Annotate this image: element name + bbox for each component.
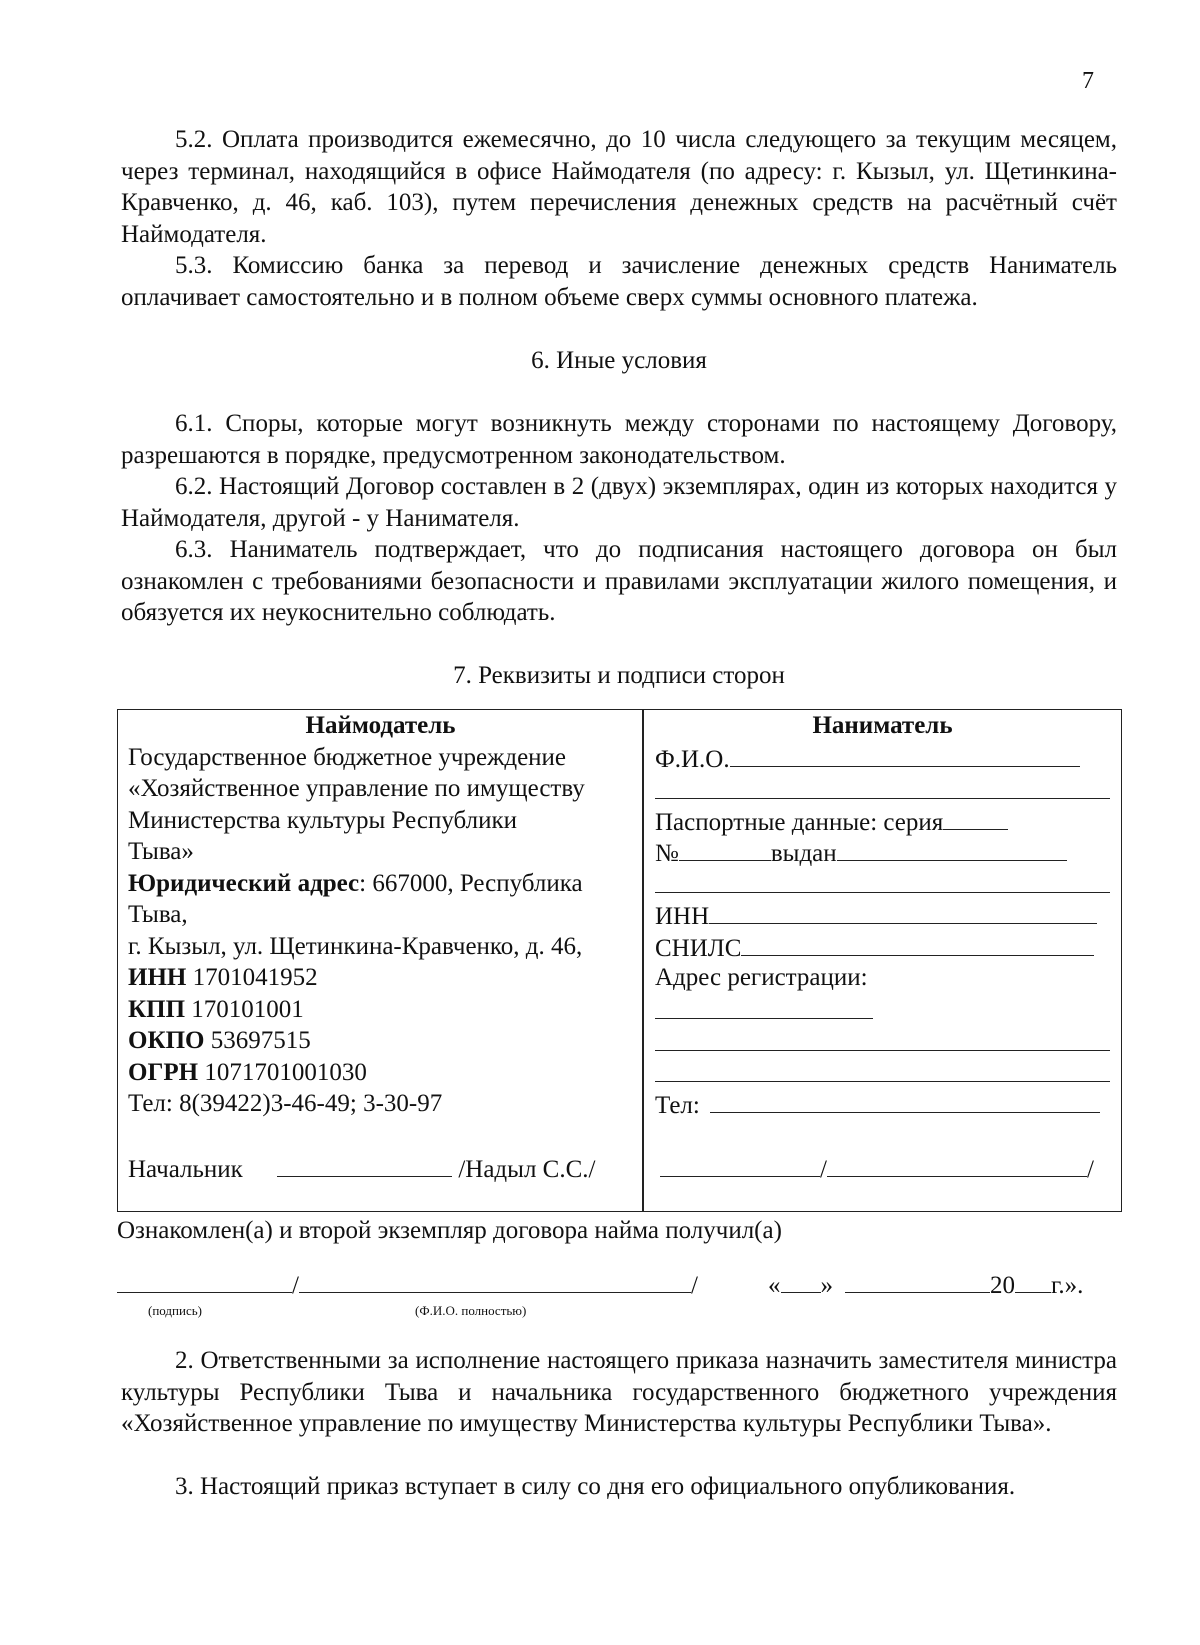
tenant-signature-row <box>655 1152 1094 1184</box>
landlord-okpo <box>128 1025 633 1057</box>
order-item-3: 3. Настоящий приказ вступает в силу со дня его официального опубликования. <box>175 1473 1016 1500</box>
day-line <box>781 1268 821 1293</box>
landlord-kpp <box>128 994 633 1026</box>
blank-line <box>655 798 1110 799</box>
landlord-ogrn <box>128 1057 633 1089</box>
landlord-org-line: «Хозяйственное управление по имуществу <box>128 775 585 802</box>
landlord-phone: Тел: 8(39422)3-46-49; 3-30-97 <box>128 1090 443 1117</box>
ack-fio-line <box>299 1268 691 1293</box>
landlord-org-line: Министерства культуры Республики <box>128 806 518 834</box>
phone-line <box>710 1088 1100 1113</box>
tenant-header: Наниматель <box>812 712 953 739</box>
address-line <box>655 994 873 1019</box>
clause-5-3: 5.3. Комиссию банка за перевод и зачисление денежных средств Наниматель оплачивает самостоятельно и в полном объеме сверх суммы основного платежа. <box>121 252 1117 311</box>
kpp-value: 170101001 <box>185 995 304 1023</box>
acknowledgement-text: Ознакомлен(а) и второй экземпляр договора найма получил(а) <box>117 1217 782 1244</box>
clause-6-3: 6.3. Наниматель подтверждает, что до подписания настоящего договора он был ознакомлен с требованиями безопасности и правилами эксплуатации жилого помещения, и обязуется их неукоснительно соблюдать. <box>121 536 1117 626</box>
blank-line <box>655 1050 1110 1051</box>
landlord-column <box>128 710 633 1120</box>
quote-close: » <box>820 1272 833 1299</box>
landlord-org-line: Тыва» <box>128 838 194 865</box>
tenant-blank-row <box>655 1025 1110 1057</box>
tenant-address-row: Адрес регистрации: <box>655 964 868 991</box>
year-suffix: г.». <box>1051 1272 1084 1299</box>
tenant-fio-row <box>655 742 1110 774</box>
tenant-inn-row <box>655 899 1110 931</box>
kpp-label: КПП <box>128 995 186 1023</box>
ogrn-value: 1071701001030 <box>198 1058 367 1086</box>
inn-value: 1701041952 <box>186 964 318 991</box>
tenant-inn-label: ИНН <box>655 903 710 930</box>
page-number: 7 <box>1082 68 1094 94</box>
tenant-blank-row <box>655 773 1110 805</box>
landlord-legal-address-line3: г. Кызыл, ул. Щетинкина-Кравченко, д. 46, <box>128 932 583 960</box>
okpo-label: ОКПО <box>128 1027 205 1054</box>
clause-6-2: 6.2. Настоящий Договор составлен в 2 (двух) экземплярах, один из которых находится у Наймодателя, другой - у Нанимателя. <box>121 473 1117 532</box>
issued-line <box>837 836 1067 861</box>
ack-signature-line <box>117 1268 292 1293</box>
passport-number-line <box>679 836 771 861</box>
landlord-signature-line <box>277 1152 452 1177</box>
tenant-address-line-row <box>655 994 1110 1026</box>
fio-label: Ф.И.О. <box>655 745 730 773</box>
order-item-2: 2. Ответственными за исполнение настоящего приказа назначить заместителя министра культуры Республики Тыва и начальника государственного бюджетного учреждения «Хозяйственное управление по имуществу Министерства культуры Республики Тыва». <box>121 1347 1117 1437</box>
quote-open: « <box>768 1272 781 1299</box>
blank-line <box>655 892 1110 893</box>
tenant-snils-row <box>655 931 1110 963</box>
passport-label: Паспортные данные: серия <box>655 808 944 836</box>
caption-signature: (подпись) <box>148 1303 202 1318</box>
number-label: № <box>655 840 679 867</box>
caption-fio: (Ф.И.О. полностью) <box>415 1303 527 1318</box>
year-prefix: 20 <box>990 1272 1015 1299</box>
tenant-number-row <box>655 836 1110 868</box>
passport-series-line <box>943 805 1008 830</box>
tenant-blank-row <box>655 1057 1110 1089</box>
tenant-phone-row <box>655 1088 1110 1120</box>
snils-label: СНИЛС <box>655 934 742 962</box>
inn-line <box>709 899 1097 924</box>
month-line <box>845 1268 990 1293</box>
landlord-header: Наймодатель <box>305 712 456 739</box>
section-7-heading: 7. Реквизиты и подписи сторон <box>453 662 785 689</box>
landlord-legal-address-line2: Тыва, <box>128 901 188 928</box>
legal-address-value: : 667000, Республика <box>359 869 583 897</box>
tenant-slash: / <box>1086 1156 1094 1183</box>
ack-signature-fields <box>117 1268 698 1299</box>
section-6-heading: 6. Иные условия <box>531 347 707 374</box>
tenant-blank-row <box>655 868 1110 900</box>
clause-5-2: 5.2. Оплата производится ежемесячно, до 10 числа следующего за текущим месяцем, через терминал, находящийся в офисе Наймодателя (по адресу: г. Кызыл, ул. Щетинкина-Кравченко, д. 46, каб. 103), путем перечисления денежных средств на расчётный счёт Наймодателя. <box>121 126 1117 248</box>
signer-name: /Надыл С.С./ <box>458 1156 596 1183</box>
ack-slash: / <box>690 1272 698 1299</box>
snils-line <box>741 931 1094 956</box>
legal-address-label: Юридический адрес <box>128 869 360 897</box>
requisites-table <box>117 709 1122 1212</box>
tenant-phone-label: Тел: <box>655 1092 700 1119</box>
tenant-name-line <box>827 1152 1087 1177</box>
tenant-column <box>655 710 1110 1120</box>
okpo-value: 53697515 <box>204 1027 311 1054</box>
tenant-signature-line <box>660 1152 820 1177</box>
landlord-legal-address <box>128 868 633 900</box>
ack-date-fields <box>768 1268 1084 1299</box>
landlord-inn <box>128 962 633 994</box>
landlord-signature-row <box>128 1152 595 1184</box>
ogrn-label: ОГРН <box>128 1058 199 1086</box>
tenant-passport-row <box>655 805 1110 837</box>
clause-6-1: 6.1. Споры, которые могут возникнуть между сторонами по настоящему Договору, разрешаются в порядке, предусмотренном законодательством. <box>121 410 1117 469</box>
tenant-slash: / <box>820 1156 827 1183</box>
inn-label: ИНН <box>128 964 187 991</box>
ack-slash: / <box>292 1272 299 1299</box>
table-divider <box>642 710 644 1211</box>
fio-line <box>730 742 1080 767</box>
issued-label: выдан <box>770 840 837 867</box>
blank-line <box>655 1081 1110 1082</box>
signer-title: Начальник <box>128 1156 243 1183</box>
year-line <box>1015 1268 1051 1293</box>
landlord-org-line: Государственное бюджетное учреждение <box>128 743 567 771</box>
